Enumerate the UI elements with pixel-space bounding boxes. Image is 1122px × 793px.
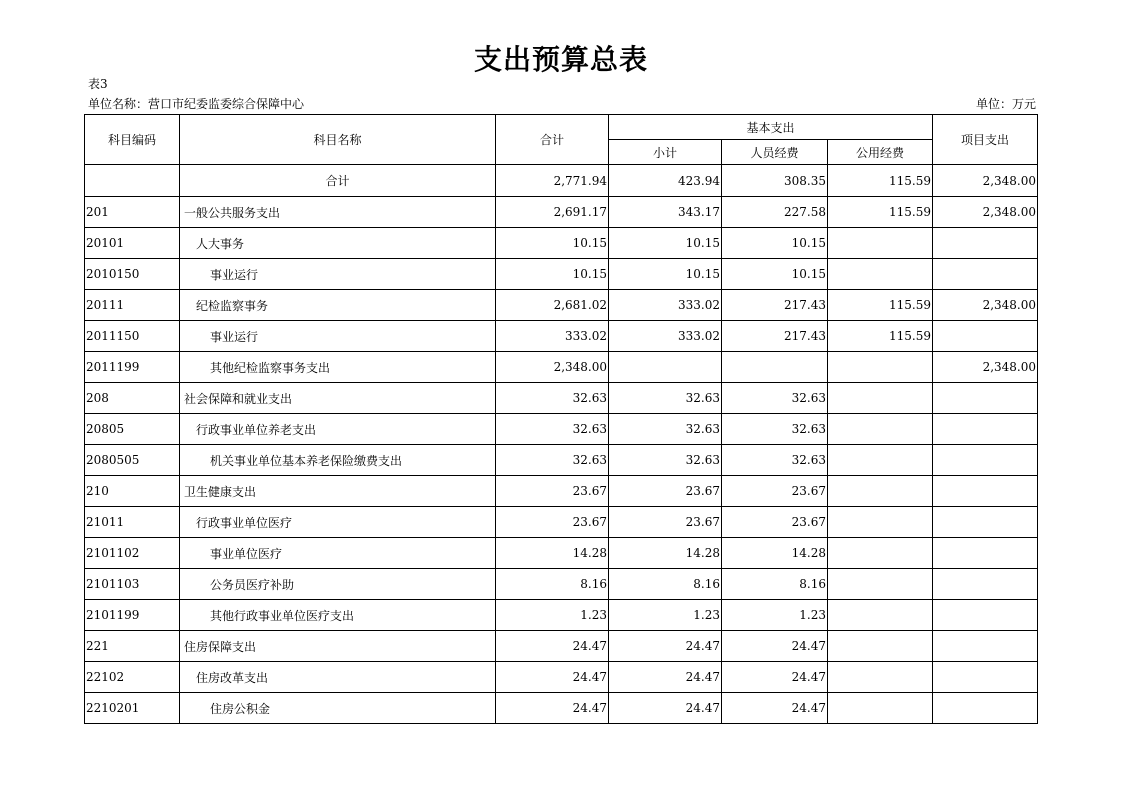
- cell-code: 2080505: [85, 445, 180, 476]
- cell-total: 2,681.02: [496, 290, 609, 321]
- cell-personnel: 32.63: [722, 445, 828, 476]
- cell-project: [933, 662, 1038, 693]
- cell-project: 2,348.00: [933, 165, 1038, 197]
- cell-name: 住房改革支出: [180, 662, 496, 693]
- cell-total: 14.28: [496, 538, 609, 569]
- cell-total: 1.23: [496, 600, 609, 631]
- cell-public: [828, 476, 933, 507]
- cell-code: 2101102: [85, 538, 180, 569]
- cell-total: 32.63: [496, 445, 609, 476]
- cell-total: 23.67: [496, 476, 609, 507]
- cell-personnel: [722, 352, 828, 383]
- header-total: 合计: [496, 115, 609, 165]
- table-row: [85, 383, 1038, 414]
- cell-public: [828, 538, 933, 569]
- cell-personnel: 24.47: [722, 693, 828, 724]
- cell-code: 208: [85, 383, 180, 414]
- cell-personnel: 24.47: [722, 631, 828, 662]
- table-number: 表3: [88, 77, 108, 91]
- cell-subtotal: 32.63: [609, 414, 722, 445]
- cell-personnel: 14.28: [722, 538, 828, 569]
- cell-code: 20111: [85, 290, 180, 321]
- cell-subtotal: 24.47: [609, 662, 722, 693]
- table-row: [85, 228, 1038, 259]
- cell-subtotal: 32.63: [609, 445, 722, 476]
- cell-code: 22102: [85, 662, 180, 693]
- cell-code: 21011: [85, 507, 180, 538]
- table-row: [85, 197, 1038, 228]
- header-code: 科目编码: [85, 115, 180, 165]
- cell-code: 20101: [85, 228, 180, 259]
- cell-personnel: 32.63: [722, 414, 828, 445]
- table-row: [85, 507, 1038, 538]
- cell-project: 2,348.00: [933, 352, 1038, 383]
- cell-project: [933, 383, 1038, 414]
- cell-code: [85, 165, 180, 197]
- cell-code: 2101103: [85, 569, 180, 600]
- cell-personnel: 308.35: [722, 165, 828, 197]
- table-body: [85, 165, 1038, 724]
- cell-code: 2011150: [85, 321, 180, 352]
- cell-subtotal: 24.47: [609, 631, 722, 662]
- cell-subtotal: 343.17: [609, 197, 722, 228]
- cell-personnel: 8.16: [722, 569, 828, 600]
- cell-total: 32.63: [496, 383, 609, 414]
- cell-total: 2,691.17: [496, 197, 609, 228]
- cell-personnel: 10.15: [722, 259, 828, 290]
- cell-public: [828, 507, 933, 538]
- cell-public: 115.59: [828, 165, 933, 197]
- cell-public: [828, 228, 933, 259]
- page-title: 支出预算总表: [473, 43, 648, 76]
- cell-project: [933, 569, 1038, 600]
- cell-personnel: 24.47: [722, 662, 828, 693]
- cell-total: 24.47: [496, 631, 609, 662]
- cell-public: [828, 414, 933, 445]
- cell-personnel: 10.15: [722, 228, 828, 259]
- cell-code: 2010150: [85, 259, 180, 290]
- cell-public: [828, 445, 933, 476]
- cell-total: 8.16: [496, 569, 609, 600]
- cell-name: 事业运行: [180, 321, 496, 352]
- cell-subtotal: 423.94: [609, 165, 722, 197]
- cell-name: 卫生健康支出: [180, 476, 496, 507]
- cell-name: 社会保障和就业支出: [180, 383, 496, 414]
- cell-name: 行政事业单位医疗: [180, 507, 496, 538]
- cell-code: 210: [85, 476, 180, 507]
- cell-total: 333.02: [496, 321, 609, 352]
- table-row: [85, 631, 1038, 662]
- cell-name: 其他行政事业单位医疗支出: [180, 600, 496, 631]
- cell-public: 115.59: [828, 321, 933, 352]
- cell-project: [933, 445, 1038, 476]
- cell-subtotal: 14.28: [609, 538, 722, 569]
- table-row: [85, 662, 1038, 693]
- table-row: [85, 693, 1038, 724]
- table-row: [85, 600, 1038, 631]
- cell-name: 公务员医疗补助: [180, 569, 496, 600]
- cell-project: [933, 476, 1038, 507]
- cell-public: [828, 631, 933, 662]
- cell-public: [828, 352, 933, 383]
- cell-name: 人大事务: [180, 228, 496, 259]
- budget-table: [84, 114, 1038, 724]
- cell-code: 20805: [85, 414, 180, 445]
- unit-name: 单位名称：营口市纪委监委综合保障中心: [88, 97, 305, 111]
- cell-public: [828, 693, 933, 724]
- cell-name: 一般公共服务支出: [180, 197, 496, 228]
- cell-project: [933, 538, 1038, 569]
- cell-total: 10.15: [496, 228, 609, 259]
- table-row: [85, 259, 1038, 290]
- cell-subtotal: 23.67: [609, 507, 722, 538]
- unit-label: 单位：万元: [975, 97, 1036, 111]
- cell-subtotal: 8.16: [609, 569, 722, 600]
- total-row: [85, 165, 1038, 197]
- cell-code: 2101199: [85, 600, 180, 631]
- cell-subtotal: 23.67: [609, 476, 722, 507]
- cell-name: 其他纪检监察事务支出: [180, 352, 496, 383]
- header-project: 项目支出: [933, 115, 1038, 165]
- cell-subtotal: 333.02: [609, 321, 722, 352]
- table-row: [85, 445, 1038, 476]
- cell-project: 2,348.00: [933, 197, 1038, 228]
- cell-project: 2,348.00: [933, 290, 1038, 321]
- table-row: [85, 569, 1038, 600]
- table-row: [85, 290, 1038, 321]
- cell-personnel: 23.67: [722, 476, 828, 507]
- cell-code: 2011199: [85, 352, 180, 383]
- cell-subtotal: [609, 352, 722, 383]
- cell-public: [828, 259, 933, 290]
- cell-project: [933, 507, 1038, 538]
- cell-personnel: 227.58: [722, 197, 828, 228]
- cell-name: 住房公积金: [180, 693, 496, 724]
- cell-name: 事业单位医疗: [180, 538, 496, 569]
- cell-total: 2,348.00: [496, 352, 609, 383]
- cell-personnel: 217.43: [722, 321, 828, 352]
- cell-project: [933, 693, 1038, 724]
- cell-total: 2,771.94: [496, 165, 609, 197]
- cell-subtotal: 10.15: [609, 228, 722, 259]
- cell-project: [933, 228, 1038, 259]
- cell-project: [933, 631, 1038, 662]
- cell-public: 115.59: [828, 290, 933, 321]
- cell-name: 行政事业单位养老支出: [180, 414, 496, 445]
- table-row: [85, 414, 1038, 445]
- cell-name: 纪检监察事务: [180, 290, 496, 321]
- cell-public: [828, 600, 933, 631]
- cell-project: [933, 259, 1038, 290]
- cell-code: 221: [85, 631, 180, 662]
- header-basic: 基本支出: [609, 115, 933, 140]
- cell-total: 10.15: [496, 259, 609, 290]
- cell-project: [933, 321, 1038, 352]
- cell-total: 23.67: [496, 507, 609, 538]
- cell-personnel: 1.23: [722, 600, 828, 631]
- header-personnel: 人员经费: [722, 140, 828, 165]
- header-subtotal: 小计: [609, 140, 722, 165]
- cell-name: 事业运行: [180, 259, 496, 290]
- cell-personnel: 23.67: [722, 507, 828, 538]
- cell-public: [828, 662, 933, 693]
- cell-public: [828, 569, 933, 600]
- cell-project: [933, 414, 1038, 445]
- cell-subtotal: 10.15: [609, 259, 722, 290]
- cell-personnel: 217.43: [722, 290, 828, 321]
- table-row: [85, 476, 1038, 507]
- cell-total: 24.47: [496, 662, 609, 693]
- cell-subtotal: 24.47: [609, 693, 722, 724]
- cell-subtotal: 32.63: [609, 383, 722, 414]
- cell-public: [828, 383, 933, 414]
- cell-total: 32.63: [496, 414, 609, 445]
- cell-name: 机关事业单位基本养老保险缴费支出: [180, 445, 496, 476]
- cell-personnel: 32.63: [722, 383, 828, 414]
- table-row: [85, 352, 1038, 383]
- cell-code: 2210201: [85, 693, 180, 724]
- cell-subtotal: 1.23: [609, 600, 722, 631]
- table-row: [85, 321, 1038, 352]
- cell-subtotal: 333.02: [609, 290, 722, 321]
- cell-total: 24.47: [496, 693, 609, 724]
- header-public: 公用经费: [828, 140, 933, 165]
- cell-name: 住房保障支出: [180, 631, 496, 662]
- header-name: 科目名称: [180, 115, 496, 165]
- cell-name: 合计: [180, 165, 496, 197]
- cell-project: [933, 600, 1038, 631]
- cell-code: 201: [85, 197, 180, 228]
- cell-public: 115.59: [828, 197, 933, 228]
- table-row: [85, 538, 1038, 569]
